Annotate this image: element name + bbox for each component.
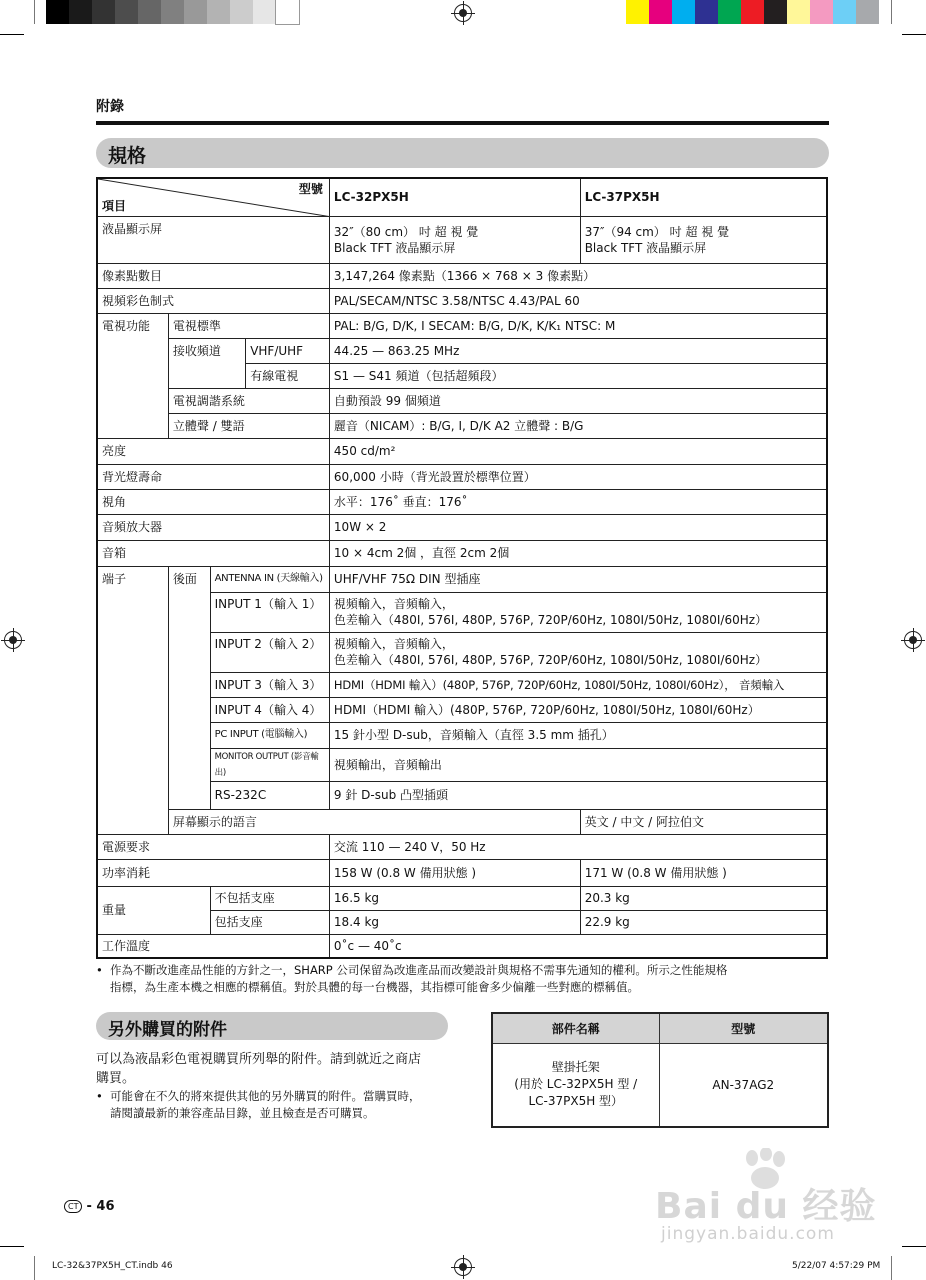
color-swatch [276,0,299,24]
row-value: PAL/SECAM/NTSC 3.58/NTSC 4.43/PAL 60 [329,288,827,313]
sub-label: 不包括支座 [210,886,329,910]
sub-label: 電視標準 [168,313,329,338]
table-row [97,514,827,540]
table-row [97,489,827,514]
row-value: 171 W (0.8 W 備用狀態 ) [580,859,827,886]
watermark-url: jingyan.baidu.com [661,1224,835,1244]
row-label: 端子 [97,566,168,834]
row-value: 22.9 kg [580,910,827,934]
sub-label: 電視調諧系統 [168,388,329,413]
section-label: 附錄 [96,99,124,115]
table-row [97,464,827,489]
row-value: S1 — S41 頻道（包括超頻段） [329,363,827,388]
accessories-intro: 可以為液晶彩色電視購買所列舉的附件。請到就近之商店 購買。 [96,1052,422,1086]
spec-table [96,177,828,959]
accessories-note: • 可能會在不久的將來提供其他的另外購買的附件。當購買時， 請閱讀最新的兼容產品目錄，並且檢查是否可購買。 [96,1089,421,1120]
color-swatch [672,0,695,24]
row-value: 視頻輸入，音頻輸入， 色差輸入（480I, 576I, 480P, 576P, 720P/60Hz, 1080I/50Hz, 1080I/60Hz） [329,592,827,632]
row-value: UHF/VHF 75Ω DIN 型插座 [329,566,827,592]
sub-label: RS-232C [210,781,329,809]
row-value: PAL: B/G, D/K, I SECAM: B/G, D/K, K/K₁ NTSC: M [329,313,827,338]
row-label: 電源要求 [97,834,329,859]
color-swatch [138,0,161,24]
registration-mark-icon [454,4,472,22]
lcd-b: 37″（94 cm） 吋 超 視 覺 Black TFT 液晶顯示屏 [580,216,827,263]
table-row [97,809,827,834]
part-model-cell: AN-37AG2 [659,1043,828,1127]
color-swatch [184,0,207,24]
table-row [97,886,827,910]
header-rule [96,121,829,125]
watermark-brand: Bai du 经验 [655,1186,877,1227]
color-swatch [741,0,764,24]
accessories-title-bar [96,1012,448,1040]
color-swatch [626,0,649,24]
row-label: 電視功能 [97,313,168,438]
color-swatch [695,0,718,24]
row-value: 18.4 kg [329,910,580,934]
row-value: 英文 / 中文 / 阿拉伯文 [580,809,827,834]
table-row [97,834,827,859]
sub-label: INPUT 1（輸入 1） [210,592,329,632]
color-swatch [718,0,741,24]
table-row [97,388,827,413]
print-datetime: 5/22/07 4:57:29 PM [792,1261,881,1271]
row-value: 16.5 kg [329,886,580,910]
title-bar [96,138,829,168]
row-label: 視角 [97,489,329,514]
print-file-name: LC-32&37PX5H_CT.indb 46 [52,1261,173,1271]
model-b-header: LC-37PX5H [580,178,827,216]
watermark [655,1148,877,1248]
crop-mark [34,1256,35,1280]
page-number-text: - 46 [86,1199,115,1214]
sub-label: MONITOR OUTPUT (影音輸出) [210,748,329,781]
corner-top-label: 型號 [298,182,323,196]
table-row [97,438,827,464]
sub-label: INPUT 2（輸入 2） [210,632,329,672]
crop-mark [902,1246,926,1247]
table-row [97,178,827,216]
sub-label: PC INPUT (電腦輸入) [210,722,329,748]
crop-mark [34,0,35,24]
crop-mark [902,34,926,35]
row-value: 0˚c — 40˚c [329,934,827,958]
row-value: 15 針小型 D-sub，音頻輸入（直徑 3.5 mm 插孔） [329,722,827,748]
row-label: 像素點數目 [97,263,329,288]
table-row [97,288,827,313]
sub-label: 包括支座 [210,910,329,934]
row-label: 視頻彩色制式 [97,288,329,313]
corner-bottom-label: 項目 [102,198,127,213]
row-value: 10W × 2 [329,514,827,540]
row-value: 麗音（NICAM）: B/G, I, D/K A2 立體聲 : B/G [329,413,827,438]
color-swatch [69,0,92,24]
color-swatch [92,0,115,24]
row-value: 158 W (0.8 W 備用狀態 ) [329,859,580,886]
registration-mark-icon [904,631,922,649]
sub-label: INPUT 4（輸入 4） [210,697,329,722]
sub-label: ANTENNA IN (天線輸入) [210,566,329,592]
model-a-header: LC-32PX5H [329,178,580,216]
color-swatch [856,0,879,24]
table-row [97,313,827,338]
color-swatch [46,0,69,24]
row-value: 9 針 D-sub 凸型插頭 [329,781,827,809]
row-label: 音箱 [97,540,329,566]
row-value: 水平：176˚ 垂直：176˚ [329,489,827,514]
lcd-a: 32″（80 cm） 吋 超 視 覺 Black TFT 液晶顯示屏 [329,216,580,263]
color-swatch [230,0,253,24]
diagonal-line [98,179,329,216]
corner-cell [97,178,329,216]
row-label: 背光燈壽命 [97,464,329,489]
spec-footnote: • 作為不斷改進產品性能的方針之一，SHARP 公司保留為改進產品而改變設計與規格不需事先通知的權利。所示之性能規格 指標，為生產本機之相應的標稱值。對於具體的每一台機器，其指標可能會多少偏離一些對應的標稱值。 [96,963,728,994]
language-badge: CT [64,1200,82,1213]
row-value: 44.25 — 863.25 MHz [329,338,827,363]
column-header: 型號 [659,1013,828,1043]
crop-mark [891,0,892,24]
table-header-row [492,1013,828,1043]
page-number [64,1199,115,1214]
crop-mark [891,1256,892,1280]
crop-mark [0,34,24,35]
color-swatch [115,0,138,24]
row-value: 交流 110 — 240 V，50 Hz [329,834,827,859]
row-label: 重量 [97,886,210,934]
row-value: 450 cd/m² [329,438,827,464]
row-label: 液晶顯示屏 [97,216,329,263]
crop-mark [0,1246,24,1247]
sub-label: 後面 [168,566,210,809]
sub-label: 接收頻道 [168,338,245,388]
row-label: 功率消耗 [97,859,329,886]
row-label: 亮度 [97,438,329,464]
row-value: 自動預設 99 個頻道 [329,388,827,413]
row-value: 視頻輸入，音頻輸入， 色差輸入（480I, 576I, 480P, 576P, 720P/60Hz, 1080I/50Hz, 1080I/60Hz） [329,632,827,672]
color-swatch [764,0,787,24]
table-row [97,413,827,438]
table-row [97,338,827,363]
table-row [492,1043,828,1127]
color-swatch [207,0,230,24]
table-row [97,566,827,592]
row-value: HDMI（HDMI 輸入）(480P, 576P, 720P/60Hz, 1080I/50Hz, 1080I/60Hz） [329,697,827,722]
column-header: 部件名稱 [492,1013,659,1043]
row-value: 60,000 小時（背光設置於標準位置） [329,464,827,489]
sub-label: 有線電視 [246,363,330,388]
row-label: 屏幕顯示的語言 [168,809,580,834]
row-label: 音頻放大器 [97,514,329,540]
table-row [97,934,827,958]
accessories-title: 另外購買的附件 [108,1020,227,1040]
sub-label: VHF/UHF [246,338,330,363]
color-swatch [833,0,856,24]
part-name-cell: 壁掛托架 (用於 LC-32PX5H 型 / LC-37PX5H 型） [492,1043,659,1127]
row-value: HDMI（HDMI 輸入）(480P, 576P, 720P/60Hz, 1080I/50Hz, 1080I/60Hz）， 音頻輸入 [329,672,827,697]
sub-label: INPUT 3（輸入 3） [210,672,329,697]
accessories-table [491,1012,829,1128]
row-value: 3,147,264 像素點（1366 × 768 × 3 像素點） [329,263,827,288]
row-label: 工作溫度 [97,934,329,958]
table-row [97,263,827,288]
table-row [97,540,827,566]
color-swatch [810,0,833,24]
color-swatch [161,0,184,24]
sub-label: 立體聲 / 雙語 [168,413,329,438]
row-value: 視頻輸出，音頻輸出 [329,748,827,781]
page-title: 規格 [108,145,147,167]
row-value: 20.3 kg [580,886,827,910]
registration-mark-icon [454,1258,472,1276]
table-row [97,859,827,886]
row-value: 10 × 4cm 2個 ，直徑 2cm 2個 [329,540,827,566]
color-swatch [253,0,276,24]
color-swatch [787,0,810,24]
registration-mark-icon [4,631,22,649]
color-swatch [649,0,672,24]
table-row [97,216,827,263]
